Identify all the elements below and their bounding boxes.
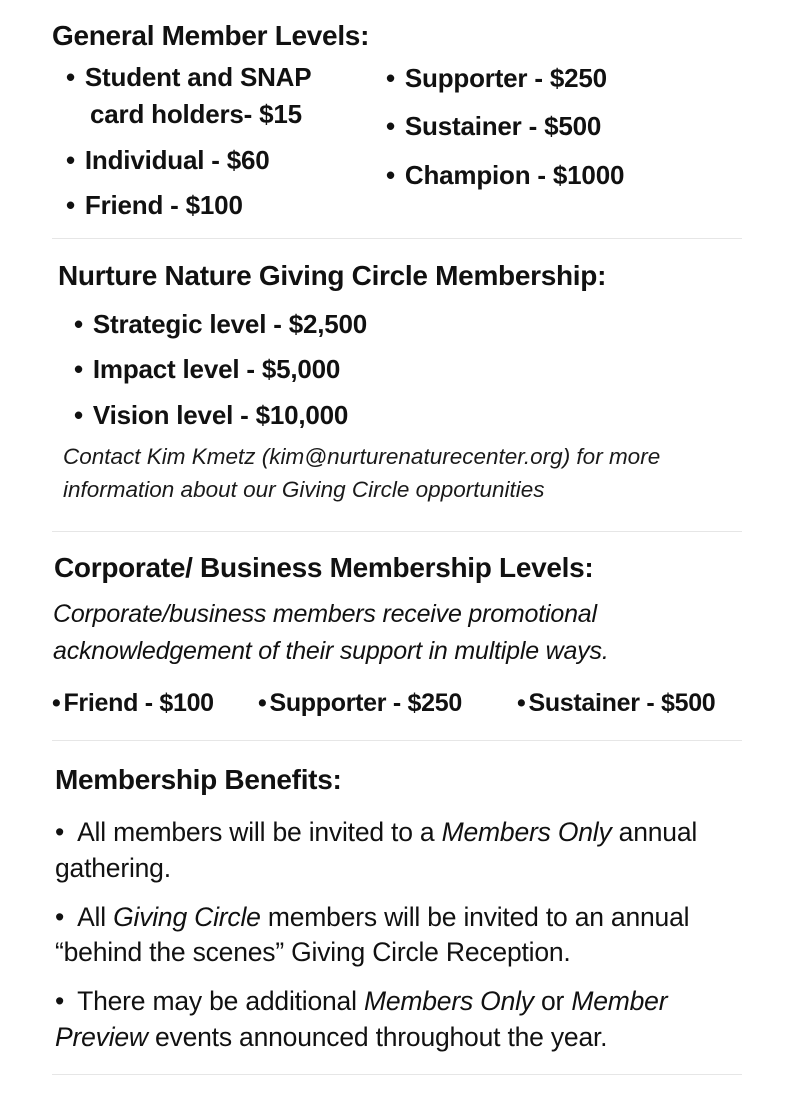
bullet: • bbox=[55, 817, 65, 847]
corporate-item-friend: • Friend - $100 bbox=[52, 689, 214, 717]
corporate-description: Corporate/business members receive promotional bbox=[53, 600, 597, 628]
corporate-description-cont: acknowledgement of their support in multiple ways. bbox=[53, 637, 609, 665]
bullet: • bbox=[66, 62, 75, 92]
bullet: • bbox=[55, 902, 65, 932]
bullet: • bbox=[517, 689, 526, 717]
general-item-sustainer: • Sustainer - $500 bbox=[386, 111, 602, 141]
bullet: • bbox=[386, 160, 395, 190]
bullet: • bbox=[386, 111, 395, 141]
bullet: • bbox=[66, 145, 75, 175]
divider bbox=[52, 740, 742, 741]
general-item-champion: • Champion - $1000 bbox=[386, 160, 625, 190]
divider bbox=[52, 238, 742, 239]
giving-circle-contact-note-cont: information about our Giving Circle opportunities bbox=[63, 477, 545, 502]
bullet: • bbox=[74, 354, 83, 384]
bullet: • bbox=[258, 689, 267, 717]
bullet: • bbox=[52, 689, 61, 717]
bullet: • bbox=[74, 309, 83, 339]
bullet: • bbox=[55, 986, 65, 1016]
giving-circle-heading: Nurture Nature Giving Circle Membership: bbox=[58, 260, 607, 291]
general-item-individual: • Individual - $60 bbox=[66, 145, 270, 175]
general-levels-heading: General Member Levels: bbox=[52, 20, 370, 51]
bullet: • bbox=[74, 400, 83, 430]
benefit-members-only-gathering-cont: gathering. bbox=[55, 853, 171, 883]
corporate-heading: Corporate/ Business Membership Levels: bbox=[54, 552, 594, 583]
benefit-members-only-gathering: • All members will be invited to a Members Only annual bbox=[55, 817, 698, 847]
giving-circle-contact-note: Contact Kim Kmetz (kim@nurturenaturecenter.org) for more bbox=[63, 444, 661, 469]
corporate-item-sustainer: • Sustainer - $500 bbox=[517, 689, 716, 717]
giving-item-strategic: • Strategic level - $2,500 bbox=[74, 309, 368, 339]
general-item-student: • Student and SNAP bbox=[66, 62, 312, 92]
general-item-supporter: • Supporter - $250 bbox=[386, 63, 607, 93]
bullet: • bbox=[66, 190, 75, 220]
general-item-friend: • Friend - $100 bbox=[66, 190, 243, 220]
corporate-item-supporter: • Supporter - $250 bbox=[258, 689, 462, 717]
giving-item-vision: • Vision level - $10,000 bbox=[74, 400, 349, 430]
divider bbox=[52, 1074, 742, 1075]
benefits-heading: Membership Benefits: bbox=[55, 764, 342, 795]
general-item-student-cont: card holders- $15 bbox=[90, 99, 302, 129]
giving-item-impact: • Impact level - $5,000 bbox=[74, 354, 341, 384]
benefit-additional-events: • There may be additional Members Only or Member bbox=[55, 986, 668, 1016]
bullet: • bbox=[386, 63, 395, 93]
divider bbox=[52, 531, 742, 532]
benefit-giving-circle-reception-cont: “behind the scenes” Giving Circle Reception. bbox=[55, 937, 571, 967]
benefit-additional-events-cont: Preview events announced throughout the year. bbox=[55, 1022, 608, 1052]
benefit-giving-circle-reception: • All Giving Circle members will be invited to an annual bbox=[55, 902, 690, 932]
